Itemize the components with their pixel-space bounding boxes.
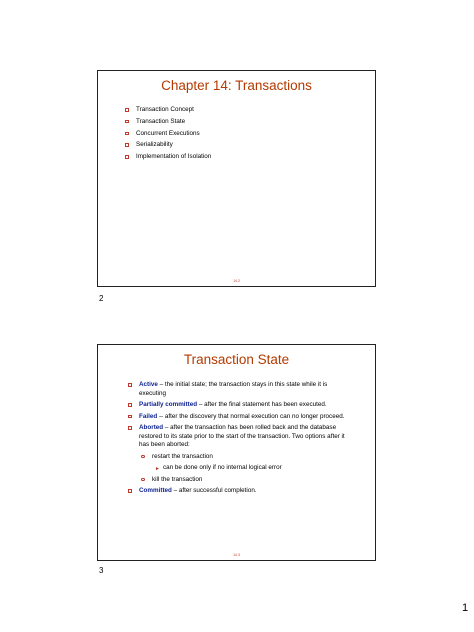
square-bullet-icon [128, 426, 132, 430]
square-bullet-icon [125, 132, 129, 136]
list-item: Serializability [136, 141, 356, 150]
list-item: Failed -- after the discovery that normal execution can no longer proceed. [139, 413, 354, 422]
square-bullet-icon [125, 108, 129, 112]
square-bullet-icon [125, 155, 129, 159]
sub-item-kill: kill the transaction [139, 476, 354, 485]
page-number: 1 [462, 602, 469, 614]
square-bullet-icon [128, 489, 132, 493]
slide-number-label: 2 [99, 294, 104, 303]
slide-footer: 14.3 [233, 553, 240, 557]
list-item: Transaction State [136, 118, 356, 127]
sub-sub-item-note: ► can be done only if no internal logical error [155, 464, 282, 472]
slide-number-label: 3 [99, 566, 104, 575]
slide-title: Chapter 14: Transactions [161, 78, 312, 93]
slide-footer: 14.2 [233, 279, 240, 283]
topic-list [136, 106, 356, 165]
state-list [139, 381, 354, 499]
list-item: Aborted – after the transaction has been rolled back and the database restored to its state prior to the start of the transaction. Two options after it has been aborted: restart the transaction ► can be done only if no internal logical error kill the transaction [139, 424, 354, 484]
list-item: Concurrent Executions [136, 130, 356, 139]
square-bullet-icon [128, 415, 132, 419]
slide-transaction-state [97, 344, 376, 561]
square-bullet-icon [128, 383, 132, 387]
triangle-bullet-icon: ► [155, 466, 160, 472]
circle-bullet-icon [141, 478, 145, 482]
slide-chapter-14 [97, 70, 376, 287]
sub-item-restart: restart the transaction [139, 453, 354, 462]
list-item: Transaction Concept [136, 106, 356, 115]
list-item: Implementation of Isolation [136, 153, 356, 162]
list-item: Partially committed – after the final statement has been executed. [139, 401, 354, 410]
slide-title: Transaction State [183, 352, 290, 367]
circle-bullet-icon [141, 455, 145, 459]
square-bullet-icon [128, 403, 132, 407]
square-bullet-icon [125, 143, 129, 147]
list-item: Active – the initial state; the transaction stays in this state while it is executing [139, 381, 354, 398]
square-bullet-icon [125, 120, 129, 124]
list-item: Committed – after successful completion. [139, 487, 354, 496]
